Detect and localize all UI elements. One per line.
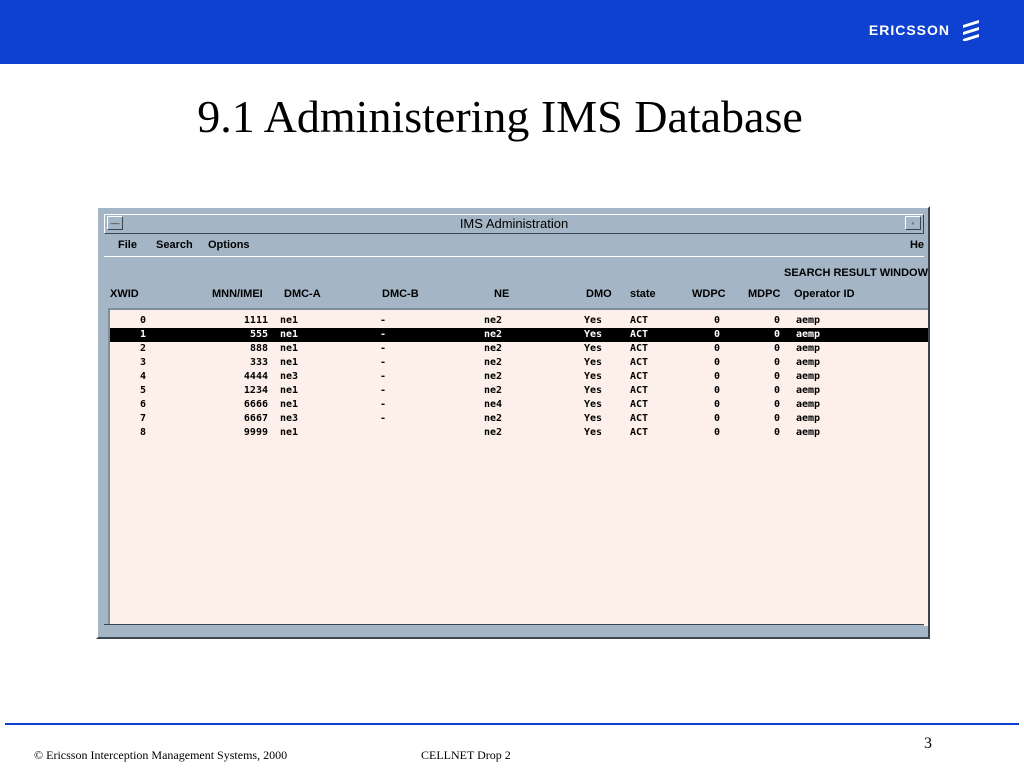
cell-state: ACT xyxy=(630,315,649,326)
cell-dmc-a: ne3 xyxy=(280,371,299,382)
cell-xwid: 7 xyxy=(139,413,146,424)
cell-dmc-a: ne1 xyxy=(280,385,299,396)
cell-wdpc: 0 xyxy=(714,315,721,326)
cell-dmc-b: - xyxy=(380,399,387,410)
cell-wdpc: 0 xyxy=(714,413,721,424)
cell-dmo: Yes xyxy=(584,385,603,396)
cell-mdpc: 0 xyxy=(774,371,781,382)
col-dmc-b: DMC-B xyxy=(382,288,419,300)
cell-wdpc: 0 xyxy=(714,427,721,438)
cell-mnn-imei: 333 xyxy=(249,357,268,368)
cell-mdpc: 0 xyxy=(774,315,781,326)
cell-wdpc: 0 xyxy=(714,329,721,340)
cell-dmc-a: ne1 xyxy=(280,315,299,326)
cell-dmo: Yes xyxy=(584,315,603,326)
cell-dmc-b: - xyxy=(380,357,387,368)
cell-operator-id: aemp xyxy=(796,357,821,368)
window-menu-icon[interactable]: — xyxy=(107,216,123,230)
cell-mnn-imei: 6666 xyxy=(243,399,268,410)
cell-operator-id: aemp xyxy=(796,371,821,382)
cell-operator-id: aemp xyxy=(796,315,821,326)
col-dmo: DMO xyxy=(586,288,612,300)
cell-mnn-imei: 888 xyxy=(249,343,268,354)
menu-bar xyxy=(104,236,924,257)
cell-state: ACT xyxy=(630,385,649,396)
cell-mnn-imei: 555 xyxy=(249,329,268,340)
slide-title: 9.1 Administering IMS Database xyxy=(197,91,803,142)
cell-mdpc: 0 xyxy=(774,357,781,368)
cell-operator-id: aemp xyxy=(796,343,821,354)
cell-xwid: 3 xyxy=(139,357,146,368)
table-row[interactable] xyxy=(110,412,930,426)
col-dmc-a: DMC-A xyxy=(284,288,321,300)
table-row[interactable] xyxy=(110,384,930,398)
cell-ne: ne2 xyxy=(484,385,503,396)
cell-ne: ne2 xyxy=(484,315,503,326)
cell-wdpc: 0 xyxy=(714,343,721,354)
page-number: 3 xyxy=(924,735,932,752)
cell-state: ACT xyxy=(630,343,649,354)
cell-operator-id: aemp xyxy=(796,399,821,410)
cell-ne: ne2 xyxy=(484,329,503,340)
cell-state: ACT xyxy=(630,413,649,424)
horizontal-scrollbar[interactable] xyxy=(104,624,924,633)
cell-xwid: 0 xyxy=(139,315,146,326)
cell-mnn-imei: 9999 xyxy=(243,427,268,438)
cell-mnn-imei: 6667 xyxy=(243,413,268,424)
cell-operator-id: aemp xyxy=(796,329,821,340)
cell-dmc-b: - xyxy=(380,329,387,340)
cell-operator-id: aemp xyxy=(796,385,821,396)
cell-xwid: 8 xyxy=(139,427,146,438)
cell-xwid: 1 xyxy=(139,329,146,340)
cell-mdpc: 0 xyxy=(774,413,781,424)
menu-search[interactable]: Search xyxy=(156,239,193,251)
maximize-icon[interactable]: ◦ xyxy=(905,216,921,230)
cell-mnn-imei: 1234 xyxy=(243,385,268,396)
ericsson-mark-icon xyxy=(960,19,982,41)
result-list[interactable] xyxy=(108,308,930,626)
col-state: state xyxy=(630,288,656,300)
cell-dmc-b: - xyxy=(380,343,387,354)
cell-mdpc: 0 xyxy=(774,399,781,410)
footer-doc: CELLNET Drop 2 xyxy=(421,748,511,762)
cell-xwid: 4 xyxy=(139,371,146,382)
col-mdpc: MDPC xyxy=(748,288,781,300)
table-row[interactable] xyxy=(110,314,930,328)
menu-options[interactable]: Options xyxy=(208,239,250,251)
col-xwid: XWID xyxy=(110,288,139,300)
cell-wdpc: 0 xyxy=(714,357,721,368)
window-title: IMS Administration xyxy=(459,216,569,231)
cell-state: ACT xyxy=(630,357,649,368)
cell-ne: ne2 xyxy=(484,371,503,382)
cell-wdpc: 0 xyxy=(714,371,721,382)
ims-admin-window xyxy=(96,206,930,639)
cell-xwid: 6 xyxy=(139,399,146,410)
cell-state: ACT xyxy=(630,427,649,438)
cell-ne: ne2 xyxy=(484,413,503,424)
cell-dmc-a: ne1 xyxy=(280,427,299,438)
cell-operator-id: aemp xyxy=(796,427,821,438)
cell-dmc-b: - xyxy=(380,315,387,326)
menu-file[interactable]: File xyxy=(118,239,137,251)
footer-divider xyxy=(5,723,1019,725)
table-header xyxy=(104,286,924,306)
cell-wdpc: 0 xyxy=(714,385,721,396)
table-row-selected[interactable] xyxy=(110,328,930,342)
cell-dmc-a: ne1 xyxy=(280,357,299,368)
cell-dmc-a: ne1 xyxy=(280,329,299,340)
cell-dmc-b: - xyxy=(380,371,387,382)
cell-dmo: Yes xyxy=(584,427,603,438)
cell-dmc-a: ne1 xyxy=(280,399,299,410)
brand-bar xyxy=(0,0,1024,64)
cell-ne: ne2 xyxy=(484,427,503,438)
ericsson-logo xyxy=(869,19,982,41)
col-operator-id: Operator ID xyxy=(794,288,855,300)
cell-ne: ne2 xyxy=(484,357,503,368)
cell-dmo: Yes xyxy=(584,399,603,410)
cell-dmo: Yes xyxy=(584,371,603,382)
cell-operator-id: aemp xyxy=(796,413,821,424)
cell-wdpc: 0 xyxy=(714,399,721,410)
cell-dmo: Yes xyxy=(584,343,603,354)
cell-state: ACT xyxy=(630,371,649,382)
cell-mnn-imei: 1111 xyxy=(243,315,268,326)
cell-state: ACT xyxy=(630,399,649,410)
cell-dmo: Yes xyxy=(584,413,603,424)
cell-state: ACT xyxy=(630,329,649,340)
cell-mdpc: 0 xyxy=(774,343,781,354)
cell-dmc-a: ne3 xyxy=(280,413,299,424)
cell-mdpc: 0 xyxy=(774,329,781,340)
table-row[interactable] xyxy=(110,342,930,356)
cell-xwid: 5 xyxy=(139,385,146,396)
cell-dmc-a: ne1 xyxy=(280,343,299,354)
cell-dmc-b: - xyxy=(380,385,387,396)
cell-dmc-b: - xyxy=(380,413,387,424)
footer-copyright: © Ericsson Interception Management Systems, 2000 xyxy=(34,748,288,762)
col-ne: NE xyxy=(494,288,510,300)
window-titlebar[interactable] xyxy=(104,214,924,234)
cell-xwid: 2 xyxy=(139,343,146,354)
col-wdpc: WDPC xyxy=(692,288,726,300)
table-row[interactable] xyxy=(110,356,930,370)
cell-mnn-imei: 4444 xyxy=(243,371,268,382)
col-mnn-imei: MNN/IMEI xyxy=(212,288,263,300)
search-result-label: SEARCH RESULT WINDOW xyxy=(783,267,928,279)
table-row[interactable] xyxy=(110,426,930,440)
table-row[interactable] xyxy=(110,370,930,384)
cell-dmo: Yes xyxy=(584,329,603,340)
cell-dmo: Yes xyxy=(584,357,603,368)
cell-ne: ne4 xyxy=(484,399,503,410)
cell-mdpc: 0 xyxy=(774,385,781,396)
table-row[interactable] xyxy=(110,398,930,412)
menu-help[interactable]: He xyxy=(909,239,924,251)
cell-mdpc: 0 xyxy=(774,427,781,438)
brand-name: ERICSSON xyxy=(868,22,950,38)
cell-ne: ne2 xyxy=(484,343,503,354)
